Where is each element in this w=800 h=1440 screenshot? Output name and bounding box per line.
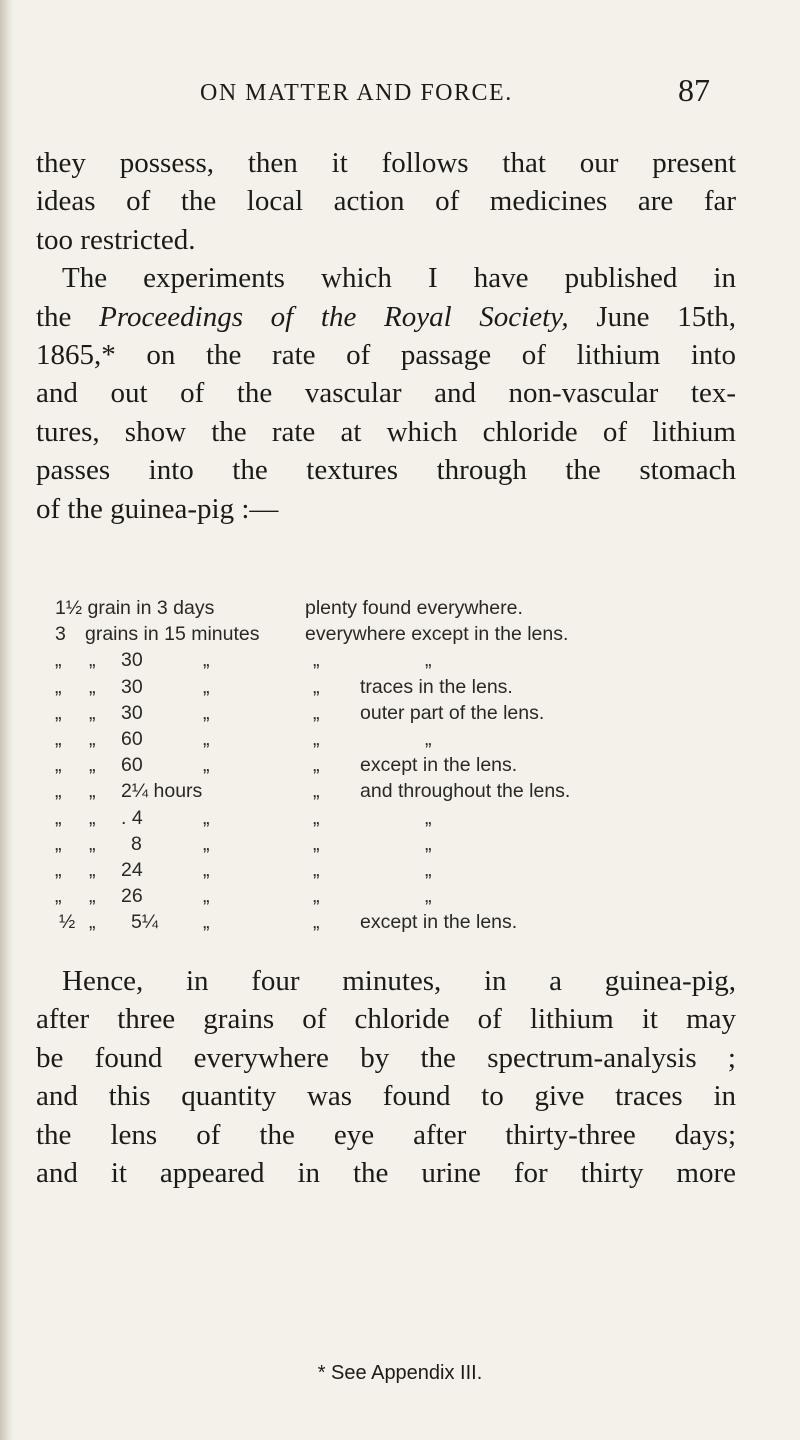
paragraph-2 bbox=[36, 259, 736, 528]
dose-cell: „ bbox=[55, 780, 62, 803]
quantity-cell: „ bbox=[89, 780, 96, 803]
quantity-cell: „ bbox=[89, 806, 96, 829]
ditto-cell: „ bbox=[313, 858, 320, 881]
ditto-cell: „ bbox=[313, 754, 320, 777]
quantity-cell: „ bbox=[89, 701, 96, 724]
dose-cell: 1½ grain in 3 days bbox=[55, 597, 215, 619]
dose-cell: „ bbox=[55, 885, 62, 908]
result-cell: traces in the lens. bbox=[360, 675, 513, 698]
text-line: The experiments which I have published in bbox=[62, 262, 736, 295]
lithium-experiment-table bbox=[55, 595, 755, 935]
result-cell: and throughout the lens. bbox=[360, 780, 571, 803]
quantity-cell: „ bbox=[89, 858, 96, 881]
closing-text bbox=[36, 962, 736, 1192]
table-row bbox=[55, 831, 755, 857]
text-line: tures, show the rate at which chloride of lithium bbox=[36, 415, 736, 448]
text-line-with-citation bbox=[36, 298, 736, 336]
table-row bbox=[55, 752, 755, 778]
result-cell: plenty found everywhere. bbox=[305, 597, 523, 619]
ditto-cell: „ bbox=[313, 701, 320, 724]
dose-cell: „ bbox=[55, 754, 62, 777]
result-cell: „ bbox=[425, 649, 432, 672]
time-unit-cell: „ bbox=[203, 806, 210, 829]
time-cell: 2¼ hours bbox=[121, 780, 203, 803]
time-unit-cell: „ bbox=[203, 649, 210, 672]
text-line: too restricted. bbox=[36, 223, 196, 256]
quantity-cell: „ bbox=[89, 675, 96, 698]
quantity-cell: grains in 15 minutes bbox=[85, 623, 260, 646]
time-cell: . 4 bbox=[121, 806, 143, 829]
table-row bbox=[55, 778, 755, 804]
time-cell: 30 bbox=[121, 649, 143, 672]
result-cell: „ bbox=[425, 858, 432, 881]
quantity-cell: „ bbox=[89, 649, 96, 672]
table-row bbox=[55, 883, 755, 909]
text-line: and out of the vascular and non-vascular tex- bbox=[36, 377, 736, 410]
table-row bbox=[55, 726, 755, 752]
time-cell: 24 bbox=[121, 858, 143, 881]
text-line: Hence, in four minutes, in a guinea-pig, bbox=[62, 965, 736, 997]
ditto-cell: „ bbox=[313, 911, 320, 934]
dose-cell: „ bbox=[55, 649, 62, 672]
text-line: and it appeared in the urine for thirty more bbox=[36, 1157, 736, 1190]
ditto-cell: „ bbox=[313, 675, 320, 698]
quantity-cell: „ bbox=[89, 911, 96, 934]
time-cell: 26 bbox=[121, 885, 143, 908]
table-row bbox=[55, 857, 755, 883]
result-cell: „ bbox=[425, 832, 432, 855]
page-header bbox=[0, 72, 800, 120]
text-line: the lens of the eye after thirty-three days; bbox=[36, 1118, 736, 1151]
ditto-cell: „ bbox=[313, 832, 320, 855]
table-row bbox=[55, 647, 755, 673]
time-unit-cell: „ bbox=[203, 858, 210, 881]
table-row bbox=[55, 700, 755, 726]
result-cell: „ bbox=[425, 806, 432, 829]
time-unit-cell: „ bbox=[203, 754, 210, 777]
time-cell: 5¼ bbox=[131, 911, 159, 934]
time-cell: 60 bbox=[121, 754, 143, 777]
time-unit-cell: „ bbox=[203, 832, 210, 855]
result-cell: everywhere except in the lens. bbox=[305, 623, 569, 646]
time-unit-cell: „ bbox=[203, 911, 210, 934]
result-cell: „ bbox=[425, 885, 432, 908]
text-fragment: June 15th, bbox=[568, 300, 736, 333]
time-cell: 60 bbox=[121, 727, 143, 750]
ditto-cell: „ bbox=[313, 885, 320, 908]
text-line: passes into the textures through the stomach bbox=[36, 454, 736, 487]
quantity-cell: „ bbox=[89, 727, 96, 750]
result-cell: outer part of the lens. bbox=[360, 701, 545, 724]
text-line: ideas of the local action of medicines are far bbox=[36, 185, 736, 218]
text-line: of the guinea-pig :— bbox=[36, 492, 279, 525]
table-row bbox=[55, 674, 755, 700]
text-line: and this quantity was found to give traces in bbox=[36, 1080, 736, 1113]
result-cell: except in the lens. bbox=[360, 754, 518, 777]
time-unit-cell: „ bbox=[203, 675, 210, 698]
text-line: after three grains of chloride of lithium it may bbox=[36, 1003, 736, 1036]
dose-cell: „ bbox=[55, 858, 62, 881]
dose-cell: „ bbox=[55, 806, 62, 829]
dose-cell: „ bbox=[55, 727, 62, 750]
time-unit-cell: „ bbox=[203, 727, 210, 750]
text-fragment: the bbox=[36, 300, 100, 333]
ditto-cell: „ bbox=[313, 649, 320, 672]
page-number: 87 bbox=[678, 72, 710, 108]
table-row bbox=[55, 595, 755, 621]
dose-cell: „ bbox=[55, 675, 62, 698]
time-cell: 8 bbox=[131, 832, 142, 855]
page-binding-edge bbox=[0, 0, 14, 1440]
result-cell: except in the lens. bbox=[360, 911, 518, 934]
dose-cell: „ bbox=[55, 701, 62, 724]
paragraph-3 bbox=[36, 962, 736, 1192]
time-cell: 30 bbox=[121, 701, 143, 724]
dose-cell: 3 bbox=[55, 623, 66, 646]
journal-title: Proceedings of the Royal Society, bbox=[99, 300, 569, 333]
time-unit-cell: „ bbox=[203, 701, 210, 724]
text-line: they possess, then it follows that our present bbox=[36, 147, 736, 179]
dose-cell: ½ bbox=[59, 911, 76, 934]
opening-text bbox=[36, 144, 736, 528]
text-line: be found everywhere by the spectrum-analysis ; bbox=[36, 1041, 736, 1074]
paragraph-1 bbox=[36, 144, 736, 259]
time-cell: 30 bbox=[121, 675, 143, 698]
footnote: * See Appendix III. bbox=[317, 1362, 483, 1384]
ditto-cell: „ bbox=[313, 806, 320, 829]
table-row bbox=[55, 805, 755, 831]
table-row bbox=[55, 621, 755, 647]
running-title: ON MATTER AND FORCE. bbox=[200, 80, 513, 106]
text-line: 1865,* on the rate of passage of lithium into bbox=[36, 339, 736, 372]
time-unit-cell: „ bbox=[203, 885, 210, 908]
dose-cell: „ bbox=[55, 832, 62, 855]
ditto-cell: „ bbox=[313, 727, 320, 750]
result-cell: „ bbox=[425, 727, 432, 750]
quantity-cell: „ bbox=[89, 832, 96, 855]
quantity-cell: „ bbox=[89, 885, 96, 908]
quantity-cell: „ bbox=[89, 754, 96, 777]
table-row bbox=[55, 909, 755, 935]
ditto-cell: „ bbox=[313, 780, 320, 803]
